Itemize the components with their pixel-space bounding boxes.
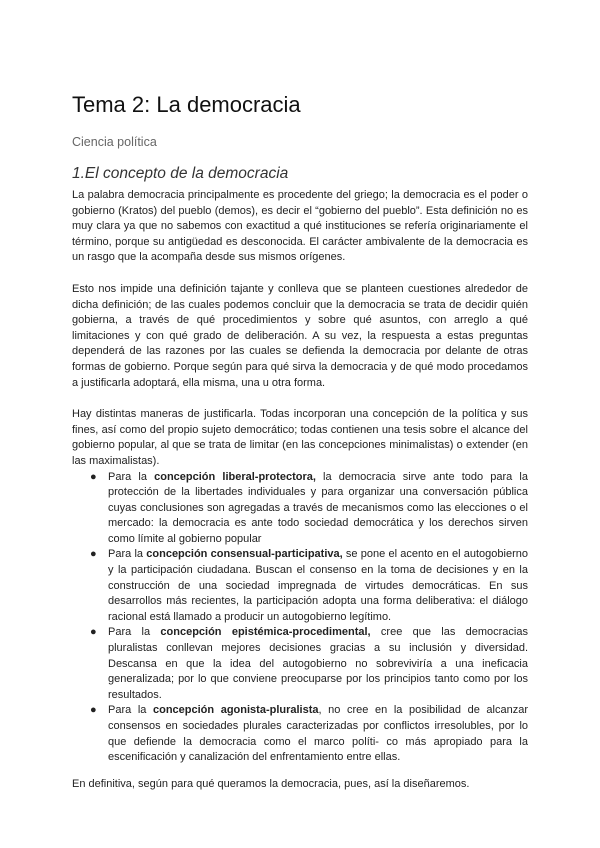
document-subtitle: Ciencia política — [72, 135, 157, 149]
list-item — [90, 470, 528, 548]
bullet-term: concepción consensual-participativa, — [146, 548, 343, 561]
list-item — [90, 625, 528, 703]
list-item — [90, 703, 528, 765]
section-heading: 1.El concepto de la democracia — [72, 165, 289, 182]
bullet-term: concepción epistémica-procedimental, — [160, 626, 371, 639]
paragraph-3: Hay distintas maneras de justificarla. Todas incorporan una concepción de la política y sus fines, así como del propio sujeto democrático; todas contienen una tesis sobre el alcance del gobierno popular, al que se trata de limitar (en las concepciones minimalistas) o extender (en las maximalistas). — [72, 408, 528, 467]
list-item — [90, 547, 528, 625]
document-title: Tema 2: La democracia — [72, 92, 301, 117]
bullet-text: se pone el acento en el autogobierno y la participación ciudadana. Buscan el consenso en la toma de decisiones y en la construcción de una sociedad impregnada de virtudes democráticas. En sus desarrollos más recientes, la participación adopta una forma deliberativa: el diálogo racional está llamado a producir un autogobierno legítimo. — [108, 548, 528, 623]
bullet-term: concepción liberal-protectora, — [154, 470, 316, 483]
conceptions-list — [72, 470, 528, 766]
bullet-icon: ● — [90, 548, 97, 561]
bullet-icon: ● — [90, 704, 97, 717]
bullet-lead: Para la — [108, 470, 155, 483]
bullet-term: concepción agonista-pluralista — [153, 704, 319, 717]
bullet-icon: ● — [90, 470, 97, 483]
paragraph-2: Esto nos impide una definición tajante y conlleva que se planteen cuestiones alrededor de dicha definición; de las cuales podemos concluir que la democracia se trata de decidir quién gobierna, a través de qué procedimientos y sobre qué asuntos, con arreglo a qué limitaciones y con qué grado de deliberación. A su vez, la respuesta a estas preguntas dependerá de las razones por las cuales se defienda la democracia por delante de otras formas de gobierno. Porque según para qué sirva la democracia y de qué modo procedamos a justificarla adoptará, ella misma, una u otra forma. — [72, 282, 528, 389]
paragraph-1: La palabra democracia principalmente es procedente del griego; la democracia es el poder o gobierno (Kratos) del pueblo (demos), es decir el “gobierno del pueblo”. Esta definición no es muy clara ya que no sabemos con exactitud a qué instituciones se refería originariamente el término, porque su antigüedad es desconocida. El carácter ambivalente de la democracia es un rasgo que la acompaña desde sus mismos orígenes. — [72, 189, 528, 264]
closing-paragraph: En definitiva, según para qué queramos la democracia, pues, así la diseñaremos. — [72, 777, 470, 790]
bullet-text: cree que las democracias pluralistas conllevan mejores decisiones gracias a su inclusión y diversidad. Descansa en que la idea del autogobierno no sobreviviría a una ineficacia generalizada; por lo que conviene preocuparse por los principios tanto como por los resultados. — [108, 626, 528, 701]
bullet-lead: Para la — [108, 704, 153, 717]
bullet-lead: Para la — [108, 626, 161, 639]
bullet-icon: ● — [90, 626, 97, 639]
bullet-lead: Para la — [108, 548, 147, 561]
bullet-text: la democracia sirve ante todo para la protección de la libertades individuales y para organizar una conversación pública cuyas conclusiones son agregadas a través de mecanismos como las elecciones o el mercado: la democracia es ante todo sociedad democrática y los derechos sirven como límite al gobierno popular — [108, 470, 528, 545]
bullet-text: , no cree en la posibilidad de alcanzar consensos en sociedades plurales caracterizadas por conflictos irresolubles, por lo que defiende la democracia como el marco políti- co más apropiado para la escenificación y canalización del enfrentamiento entre ellas. — [108, 704, 528, 764]
